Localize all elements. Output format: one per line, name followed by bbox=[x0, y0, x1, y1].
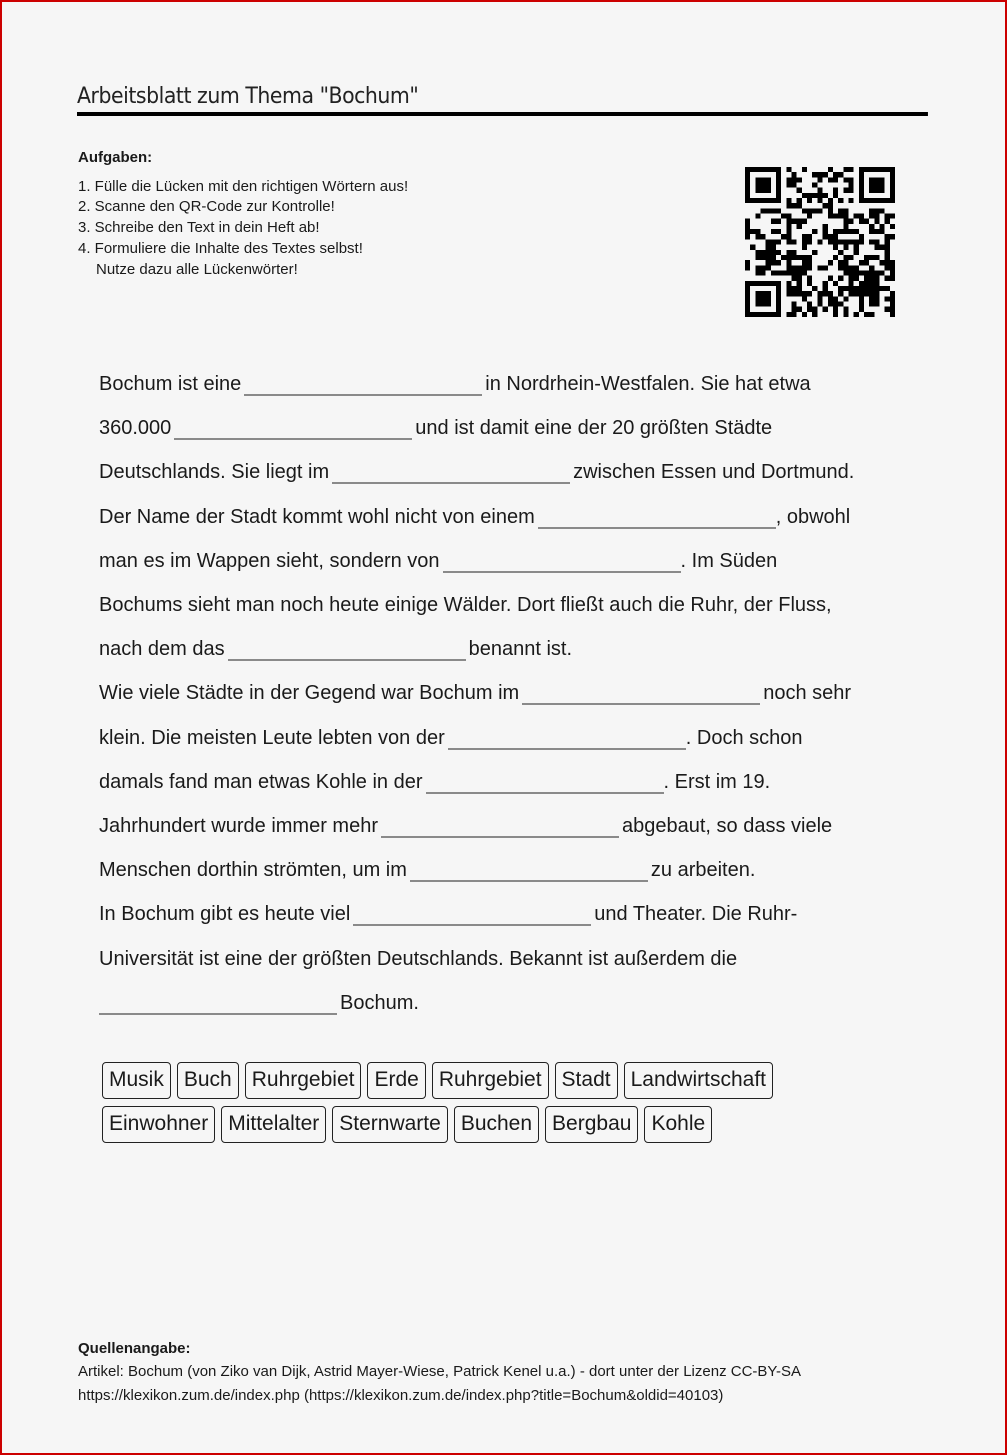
blank-gap[interactable] bbox=[228, 637, 466, 661]
text-before-gap: Menschen dorthin strömten, um im bbox=[99, 859, 407, 882]
task-item: 3. Schreibe den Text in dein Heft ab! bbox=[78, 219, 320, 237]
word-chip[interactable]: Ruhrgebiet bbox=[432, 1062, 549, 1099]
word-chip[interactable]: Buch bbox=[177, 1062, 239, 1099]
text-line bbox=[99, 671, 919, 715]
word-bank-row bbox=[102, 1062, 862, 1099]
text-after-gap: , obwohl bbox=[775, 505, 851, 528]
text-after-gap: in Nordrhein-Westfalen. Sie hat etwa bbox=[485, 373, 811, 395]
source-heading: Quellenangabe: bbox=[78, 1340, 191, 1357]
word-chip[interactable]: Kohle bbox=[644, 1106, 712, 1143]
text-before-gap: damals fand man etwas Kohle in der bbox=[99, 770, 423, 793]
qr-code-icon[interactable] bbox=[745, 167, 895, 317]
source-section bbox=[78, 1338, 801, 1408]
text-after-gap: . Erst im 19. bbox=[663, 770, 771, 793]
text-after-gap: zwischen Essen und Dortmund. bbox=[573, 461, 855, 484]
blank-gap[interactable] bbox=[538, 505, 776, 529]
text-line bbox=[99, 848, 919, 892]
text-line bbox=[99, 760, 919, 804]
word-chip[interactable]: Buchen bbox=[454, 1106, 539, 1143]
text-before-gap: Bochum ist eine bbox=[99, 373, 242, 395]
task-heading: Aufgaben: bbox=[78, 149, 153, 166]
text-after-gap: . Doch schon bbox=[685, 726, 803, 749]
blank-gap[interactable] bbox=[244, 372, 482, 396]
text-after-gap: . Im Süden bbox=[680, 549, 778, 572]
word-bank-row bbox=[102, 1106, 862, 1143]
text-after-gap: zu arbeiten. bbox=[650, 859, 756, 882]
task-item: Nutze dazu alle Lückenwörter! bbox=[96, 260, 298, 278]
blank-gap[interactable] bbox=[381, 814, 619, 838]
word-chip[interactable]: Ruhrgebiet bbox=[245, 1062, 362, 1099]
text-after-gap: und ist damit eine der 20 größten Städte bbox=[415, 417, 773, 440]
word-chip[interactable]: Stadt bbox=[555, 1062, 618, 1099]
text-line bbox=[99, 495, 919, 539]
blank-gap[interactable] bbox=[448, 726, 686, 750]
word-chip[interactable]: Einwohner bbox=[102, 1106, 215, 1143]
page-title: Arbeitsblatt zum Thema "Bochum" bbox=[77, 84, 928, 116]
text-after-gap: benannt ist. bbox=[468, 638, 573, 661]
blank-gap[interactable] bbox=[332, 460, 570, 484]
text-line bbox=[99, 627, 919, 671]
text-line bbox=[99, 937, 919, 981]
text-after-gap: Bochum. bbox=[340, 991, 419, 1014]
blank-gap[interactable] bbox=[174, 416, 412, 440]
text-line bbox=[99, 539, 919, 583]
text-line bbox=[99, 406, 919, 450]
text-line bbox=[99, 583, 919, 627]
cloze-text bbox=[99, 362, 919, 1025]
word-bank bbox=[102, 1062, 862, 1150]
text-before-gap: klein. Die meisten Leute lebten von der bbox=[99, 726, 445, 749]
text-before-gap: Jahrhundert wurde immer mehr bbox=[99, 815, 378, 838]
source-article: Artikel: Bochum (von Ziko van Dijk, Astrid Mayer-Wiese, Patrick Kenel u.a.) - dort unter der Lizenz CC-BY-SA bbox=[78, 1363, 802, 1380]
text-line bbox=[99, 716, 919, 760]
word-chip[interactable]: Bergbau bbox=[545, 1106, 638, 1143]
text-line bbox=[99, 804, 919, 848]
word-chip[interactable]: Landwirtschaft bbox=[624, 1062, 773, 1099]
text-before-gap: man es im Wappen sieht, sondern von bbox=[99, 549, 440, 572]
text-after-gap: noch sehr bbox=[763, 682, 852, 705]
task-item: 2. Scanne den QR-Code zur Kontrolle! bbox=[78, 198, 335, 216]
text-line bbox=[99, 892, 919, 936]
text-line bbox=[99, 981, 919, 1025]
blank-gap[interactable] bbox=[410, 858, 648, 882]
text-after-gap: abgebaut, so dass viele bbox=[622, 815, 833, 838]
source-url: https://klexikon.zum.de/index.php (https://klexikon.zum.de/index.php?title=Bochum&oldid=40103) bbox=[78, 1387, 724, 1404]
text-before-gap: Wie viele Städte in der Gegend war Bochum im bbox=[99, 682, 520, 705]
word-chip[interactable]: Musik bbox=[102, 1062, 171, 1099]
word-chip[interactable]: Sternwarte bbox=[332, 1106, 448, 1143]
text-before-gap: Universität ist eine der größten Deutschlands. Bekannt ist außerdem die bbox=[99, 947, 738, 970]
blank-gap[interactable] bbox=[353, 902, 591, 926]
blank-gap[interactable] bbox=[522, 681, 760, 705]
task-item: 4. Formuliere die Inhalte des Textes selbst! bbox=[78, 239, 363, 257]
task-item: 1. Fülle die Lücken mit den richtigen Wörtern aus! bbox=[78, 177, 409, 195]
word-chip[interactable]: Erde bbox=[367, 1062, 425, 1099]
text-line bbox=[99, 362, 919, 406]
blank-gap[interactable] bbox=[99, 991, 337, 1015]
text-line bbox=[99, 450, 919, 494]
word-chip[interactable]: Mittelalter bbox=[221, 1106, 326, 1143]
blank-gap[interactable] bbox=[443, 549, 681, 573]
text-before-gap: 360.000 bbox=[99, 417, 172, 440]
text-before-gap: Der Name der Stadt kommt wohl nicht von einem bbox=[99, 505, 535, 528]
task-list bbox=[78, 148, 408, 280]
text-before-gap: Bochums sieht man noch heute einige Wälder. Dort fließt auch die Ruhr, der Fluss, bbox=[99, 594, 832, 617]
text-after-gap: und Theater. Die Ruhr- bbox=[594, 903, 798, 926]
text-before-gap: Deutschlands. Sie liegt im bbox=[99, 461, 330, 484]
text-before-gap: In Bochum gibt es heute viel bbox=[99, 903, 351, 926]
blank-gap[interactable] bbox=[426, 770, 664, 794]
text-before-gap: nach dem das bbox=[99, 638, 225, 661]
